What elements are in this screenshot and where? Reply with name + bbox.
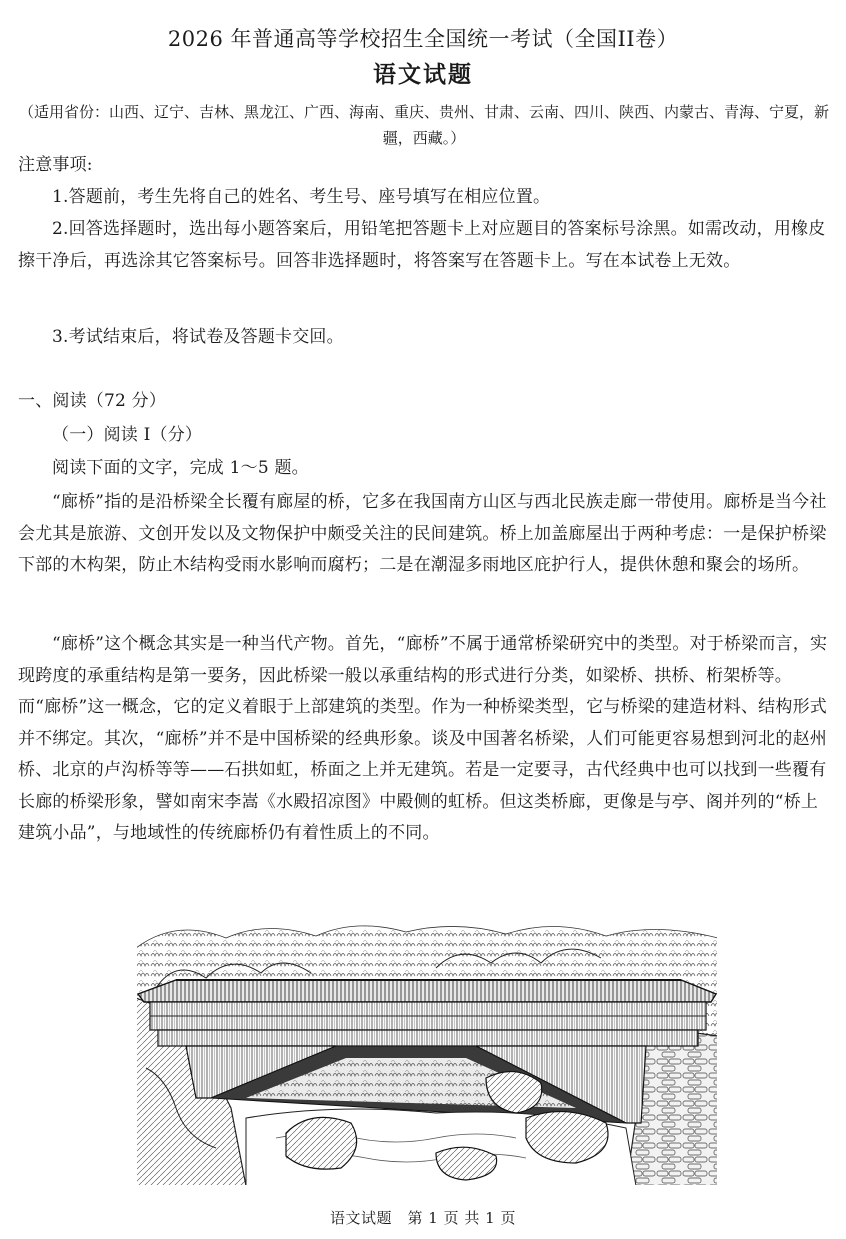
page-footer: 语文试题 第 1 页 共 1 页 (330, 1209, 516, 1227)
notice-heading: 注意事项: (18, 155, 93, 175)
paragraph-text: “廊桥”这个概念其实是一种当代产物。首先，“廊桥”不属于通常桥梁研究中的类型。对于桥梁而言，实现跨度的承重结构是第一要务，因此桥梁一般以承重结构的形式进行分类，如梁桥、拱桥、桁架桥等。而“廊桥”这一概念，它的定义着眼于上部建筑的类型。作为一种桥梁类型，它与桥梁的建造材料、结构形式并不绑定。其次，“廊桥”并不是中国桥梁的经典形象。谈及中国著名桥梁，人们可能更容易想到河北的赵州桥、北京的卢沟桥等等——石拱如虹，桥面之上并无建筑。若是一定要寻，古代经典中也可以找到一些覆有长廊的桥梁形象，譬如南宋李嵩《水殿招凉图》中殿侧的虹桥。但这类桥廊，更像是与亭、阁并列的“桥上建筑小品”，与地域性的传统廊桥仍有着性质上的不同。 (18, 634, 828, 843)
applicable-provinces: （适用省份：山西、辽宁、吉林、黑龙江、广西、海南、重庆、贵州、甘肃、云南、四川、陕西、内蒙古、青海、宁夏，新疆，西藏。） (18, 103, 829, 147)
subsection-heading-text: （一）阅读 I（分） (52, 425, 203, 445)
reading-paragraph-1 (18, 487, 830, 582)
notice-item-text: 3.考试结束后，将试卷及答题卡交回。 (52, 327, 344, 347)
exam-title: 2026 年普通高等学校招生全国统一考试（全国II卷） (167, 27, 679, 51)
covered-bridge-illustration (136, 918, 718, 1186)
reading-instruction (18, 453, 830, 485)
notice-item-3 (18, 322, 830, 354)
reading-paragraph-2 (18, 629, 830, 850)
notice-item-text: 2.回答选择题时，选出每小题答案后，用铅笔把答题卡上对应题目的答案标号涂黑。如需改动，用橡皮擦干净后，再选涂其它答案标号。回答非选择题时，将答案写在答题卡上。写在本试卷上无效。 (18, 219, 826, 271)
notice-item-1 (18, 182, 830, 214)
exam-subtitle: 语文试题 (373, 61, 473, 88)
reading-instruction-text: 阅读下面的文字，完成 1～5 题。 (52, 458, 309, 478)
subsection-heading (18, 420, 830, 452)
notice-item-2 (18, 214, 830, 277)
notice-item-text: 1.答题前，考生先将自己的姓名、考生号、座号填写在相应位置。 (52, 187, 551, 207)
section-heading: 一、阅读（72 分） (18, 391, 167, 411)
paragraph-text: “廊桥”指的是沿桥梁全长覆有廊屋的桥，它多在我国南方山区与西北民族走廊一带使用。廊桥是当今社会尤其是旅游、文创开发以及文物保护中颇受关注的民间建筑。桥上加盖廊屋出于两种考虑：一是保护桥梁下部的木构架，防止木结构受雨水影响而腐朽；二是在潮湿多雨地区庇护行人，提供休憩和聚会的场所。 (18, 492, 827, 575)
